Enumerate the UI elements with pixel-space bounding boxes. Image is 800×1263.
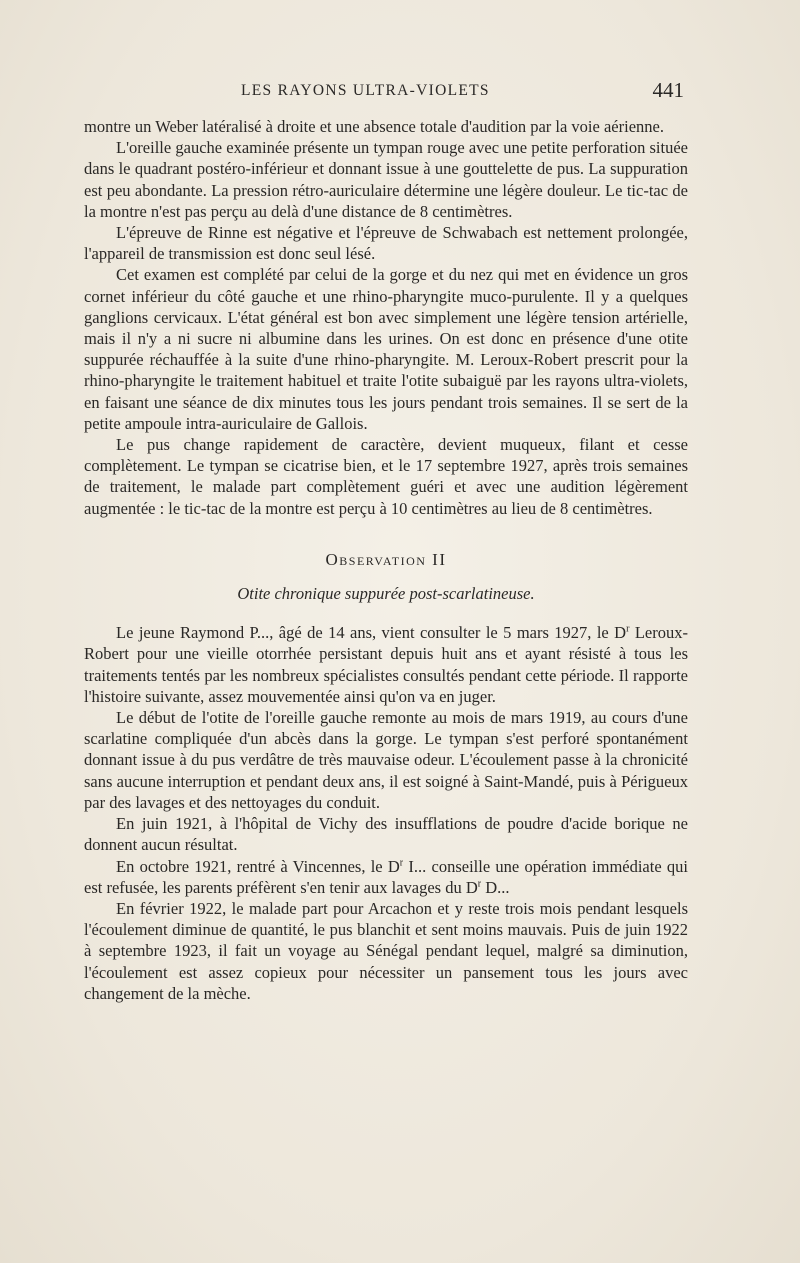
paragraph: Le pus change rapidement de caractère, devient muqueux, filant et cesse complètement. Le tympan se cicatrise bien, et le 17 septembre 1927, après trois semaines de traitement, le malade part complètement guéri et avec une audition légèrement augmentée : le tic-tac de la montre est perçu à 10 centimètres au lieu de 8 centimètres. <box>84 435 688 518</box>
text-run: Le jeune Raymond P..., âgé de 14 ans, vient consulter le 5 mars 1927, le D <box>116 623 627 643</box>
section-heading: Observation II <box>325 549 447 569</box>
paragraph: En février 1922, le malade part pour Arcachon et y reste trois mois pendant lesquels l'écoulement diminue de quantité, le pus blanchit et sent moins mauvais. Puis de juin 1922 à septembre 1923, il fait un voyage au Sénégal pendant lequel, malgré sa diminution, l'écoulement est assez copieux pour nécessiter un pansement tous les jours avec changement de la mèche. <box>84 898 688 1003</box>
text-run: D... <box>481 877 510 897</box>
running-title: LES RAYONS ULTRA-VIOLETS <box>241 82 490 99</box>
text-run: En octobre 1921, rentré à Vincennes, le D <box>116 856 400 876</box>
text-run: I... conseille une opération immédiate qui est refusée, les parents préfèrent s'en tenir aux lavages du D <box>84 856 688 897</box>
text-run: Leroux-Robert pour une vieille otorrhée persistant depuis huit ans et ayant résisté à tous les traitements tentés par les nombreux spécialistes consultés pendant cette période. Il rapporte l'histoire suivante, assez mouvementée ainsi qu'on va en juger. <box>84 623 688 706</box>
paragraph <box>84 856 688 898</box>
body-text <box>84 116 688 1004</box>
superscript: r <box>626 623 630 635</box>
section-subtitle: Otite chronique suppurée post-scarlatineuse. <box>237 584 535 604</box>
paragraph: L'épreuve de Rinne est négative et l'épreuve de Schwabach est nettement prolongée, l'appareil de transmission est donc seul lésé. <box>84 223 688 264</box>
paragraph: L'oreille gauche examinée présente un tympan rouge avec une petite perforation située dans le quadrant postéro-inférieur et donnant issue à une gouttelette de pus. La suppuration est peu abondante. La pression rétro-auriculaire détermine une légère douleur. Le tic-tac de la montre n'est pas perçu au delà d'une distance de 8 centimètres. <box>84 138 688 221</box>
page-header <box>84 78 688 102</box>
paragraph: montre un Weber latéralisé à droite et une absence totale d'audition par la voie aérienne. <box>84 117 664 136</box>
superscript: r <box>477 878 482 890</box>
paragraph: En juin 1921, à l'hôpital de Vichy des insufflations de poudre d'acide borique ne donnent aucun résultat. <box>84 814 688 855</box>
page-number: 441 <box>652 78 684 102</box>
paragraph <box>84 622 688 707</box>
paragraph: Le début de l'otite de l'oreille gauche remonte au mois de mars 1919, au cours d'une scarlatine compliquée d'un abcès dans la gorge. Le tympan s'est perforé spontanément donnant issue à du pus verdâtre de très mauvaise odeur. L'écoulement passe à la chronicité sans aucune interruption et pendant deux ans, il est soigné à Saint-Mandé, puis à Périgueux par des lavages et des nettoyages du conduit. <box>84 708 688 812</box>
superscript: r <box>399 857 404 868</box>
paragraph: Cet examen est complété par celui de la gorge et du nez qui met en évidence un gros cornet inférieur du côté gauche et une rhino-pharyngite muco-purulente. Il y a quelques ganglions cervicaux. L'état général est bon avec simplement une légère tension artérielle, mais il n'y a ni sucre ni albumine dans les urines. On est donc en présence d'une otite suppurée réchauffée à la suite d'une rhino-pharyngite. M. Leroux-Robert prescrit pour la rhino-pharyngite le traitement habituel et traite l'otite subaiguë par les rayons ultra-violets, en faisant une séance de dix minutes tous les jours pendant trois semaines. Il se sert de la petite ampoule intra-auriculaire de Gallois. <box>84 265 688 433</box>
